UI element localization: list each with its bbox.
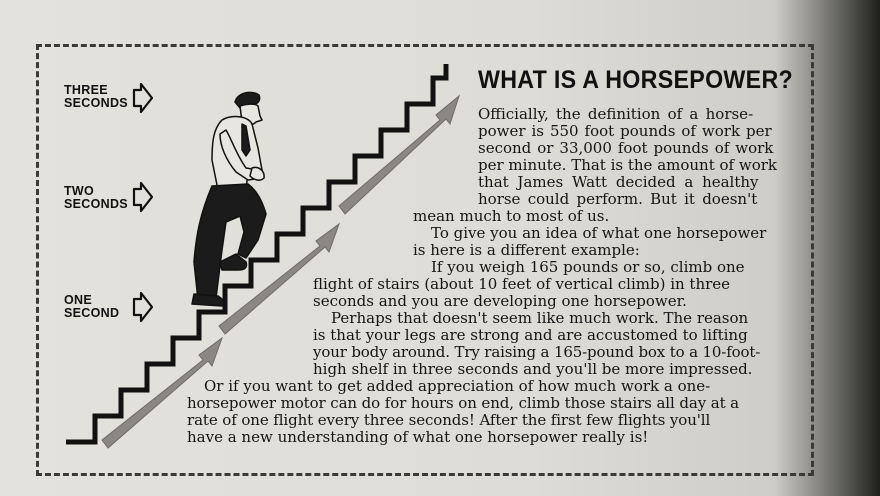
label-seconds-word: SECONDS — [64, 96, 128, 110]
body-line: second or 33,000 foot pounds of work — [478, 139, 774, 157]
body-line: that James Watt decided a healthy — [478, 173, 759, 191]
body-line: your body around. Try raising a 165-pound box to a 10-foot- — [313, 343, 761, 361]
body-line: horse could perform. But it doesn't — [478, 190, 758, 208]
body-line: seconds and you are developing one horsepower. — [313, 292, 687, 310]
body-line: have a new understanding of what one horsepower really is! — [187, 428, 649, 446]
label-two-word: TWO — [64, 184, 95, 198]
body-line: power is 550 foot pounds of work per — [478, 122, 772, 140]
body-line: Officially, the definition of a horse- — [478, 105, 754, 123]
body-line: mean much to most of us. — [413, 207, 610, 225]
body-line: To give you an idea of what one horsepower — [431, 224, 767, 242]
article-title: WHAT IS A HORSEPOWER? — [478, 66, 793, 94]
body-line: If you weigh 165 pounds or so, climb one — [431, 258, 745, 276]
body-line: Perhaps that doesn't seem like much work. The reason — [331, 309, 749, 327]
label-one-word: ONE — [64, 293, 92, 307]
label-second-word: SECOND — [64, 306, 120, 320]
label-seconds-word: SECONDS — [64, 197, 128, 211]
body-line: Or if you want to get added appreciation of how much work a one- — [204, 377, 711, 395]
body-line: is that your legs are strong and are accustomed to lifting — [313, 326, 748, 344]
body-line: rate of one flight every three seconds! After the first few flights you'll — [187, 411, 711, 429]
body-line: horsepower motor can do for hours on end, climb those stairs all day at a — [187, 394, 740, 412]
climbing-man-illustration — [192, 92, 266, 306]
body-line: flight of stairs (about 10 feet of vertical climb) in three — [313, 275, 731, 293]
label-three-word: THREE — [64, 83, 108, 97]
body-line: per minute. That is the amount of work — [478, 156, 777, 174]
body-line: is here is a different example: — [413, 241, 640, 259]
body-line: high shelf in three seconds and you'll be more impressed. — [313, 360, 753, 378]
